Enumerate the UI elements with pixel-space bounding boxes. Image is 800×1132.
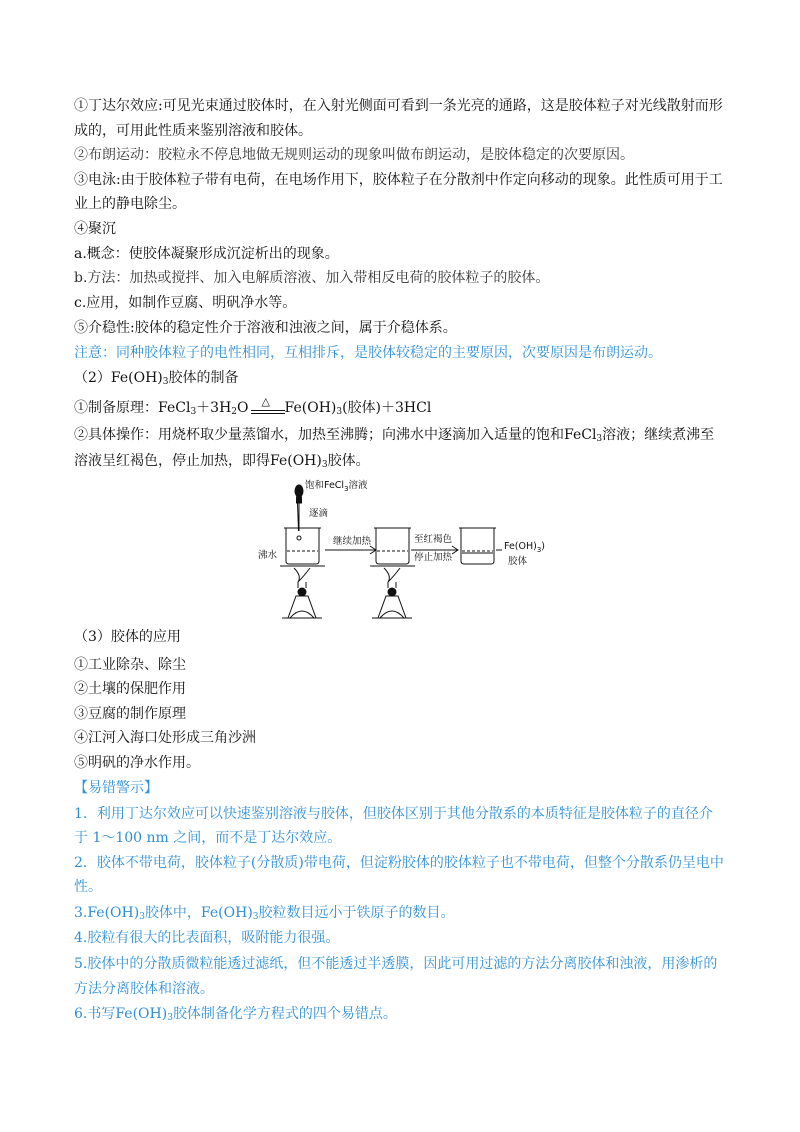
heat-equals-sign	[249, 395, 285, 418]
text-line: 溶液呈红褐色，停止加热，即得$Fe(OH)_3$胶体。	[74, 453, 370, 470]
list-item: ②土壤的保肥作用	[74, 681, 186, 697]
text-line: ②具体操作：用烧杯取少量蒸馏水，加热至沸腾；向沸水中逐滴加入适量的饱和FeCl$_3$溶液；继续煮沸至	[74, 427, 715, 444]
list-item: ④江河入海口处形成三角沙洲	[74, 730, 256, 746]
warning-item: 4.胶粒有很大的比表面积，吸附能力很强。	[74, 930, 340, 946]
beaker-icon	[459, 528, 496, 564]
heat-delta-icon: △	[261, 395, 270, 408]
warning-heading: 【易错警示】	[74, 780, 158, 796]
section-heading: $(2)Fe(OH)_3$胶体的制备	[74, 370, 239, 387]
burner-icon	[280, 566, 325, 618]
apparatus-diagram	[258, 476, 558, 621]
text-line: c.应用，如制作豆腐、明矾净水等。	[74, 295, 297, 311]
text-line: ③电泳:由于胶体粒子带有电荷，在电场作用下，胶体粒子在分散剂中作定向移动的现象。此性质可用于工	[74, 172, 723, 188]
step2-label-top: 至红褐色	[414, 534, 453, 545]
beaker-icon	[374, 528, 411, 564]
text-line: b.方法：加热或搅拌、加入电解质溶液、加入带相反电荷的胶体粒子的胶体。	[74, 270, 550, 286]
text-line: 业上的静电除尘。	[74, 196, 186, 212]
list-item: ⑤明矾的净水作用。	[74, 755, 200, 771]
text-line: 成的，可用此性质来鉴别溶液和胶体。	[74, 123, 312, 139]
warning-item: 5.胶体中的分散质微粒能透过滤纸，但不能透过半透膜，因此可用过滤的方法分离胶体和浊液，用渗析的	[74, 956, 718, 972]
equation-line: ①制备原理：$FeCl_3+3H_2O$ △ $Fe(OH)_3$(胶体)＋3HCl	[74, 395, 432, 417]
step1-label: 继续加热	[333, 536, 372, 547]
text-line: ⑤介稳性:胶体的稳定性介于溶液和浊液之间，属于介稳体系。	[74, 320, 457, 336]
warning-item: 2．胶体不带电荷，胶体粒子(分散质)带电荷，但淀粉胶体的胶体粒子也不带电荷，但整个分散系仍呈电中	[74, 855, 724, 871]
reagent-label: 饱和FeCl$_3$溶液	[305, 480, 368, 493]
text-line: ①丁达尔效应:可见光束通过胶体时，在入射光侧面可看到一条光亮的通路，这是胶体粒子对光线散射而形	[74, 98, 723, 114]
text-line: ②布朗运动：胶粒永不停息地做无规则运动的现象叫做布朗运动，是胶体稳定的次要原因。	[74, 147, 634, 163]
boiling-water-label: 沸水	[258, 550, 278, 561]
section-heading: （3）胶体的应用	[74, 629, 181, 645]
step2-label-bottom: 停止加热	[414, 552, 453, 563]
warning-item: 方法分离胶体和溶液。	[74, 981, 214, 997]
list-item: ①工业除杂、除尘	[74, 657, 186, 673]
dropwise-label: 逐滴	[309, 508, 329, 519]
text-line: a.概念：使胶体凝聚形成沉淀析出的现象。	[74, 246, 339, 262]
note-line: 注意：同种胶体粒子的电性相同，互相排斥，是胶体较稳定的主要原因，次要原因是布朗运动。	[74, 345, 662, 361]
list-item: ③豆腐的制作原理	[74, 706, 186, 722]
warning-item: 于 1～100 nm 之间，而不是丁达尔效应。	[74, 830, 342, 846]
burner-icon	[370, 566, 415, 618]
warning-item: 性。	[74, 879, 102, 895]
warning-item: 6.书写$Fe(OH)_3$胶体制备化学方程式的四个易错点。	[74, 1006, 397, 1023]
warning-item: $3.Fe(OH)_3$胶体中，$Fe(OH)_3$胶粒数目远小于铁原子的数目。	[74, 905, 455, 922]
section-heading: ④聚沉	[74, 221, 116, 237]
product-label-2: 胶体	[508, 556, 528, 567]
warning-item: 1．利用丁达尔效应可以快速鉴别溶液与胶体，但胶体区别于其他分散系的本质特征是胶体粒子的直径介	[74, 806, 713, 822]
beaker-icon	[284, 528, 321, 564]
dropper-icon	[295, 485, 303, 540]
product-label: $Fe(OH)_3$)	[504, 541, 546, 554]
